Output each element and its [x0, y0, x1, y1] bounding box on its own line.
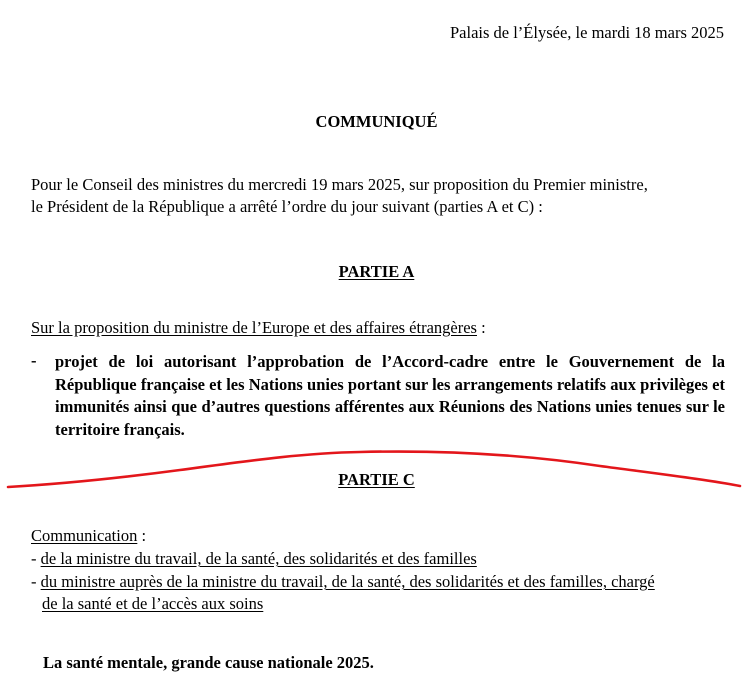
closing-statement: La santé mentale, grande cause nationale 2025.	[43, 653, 374, 672]
document-title: COMMUNIQUÉ	[315, 112, 438, 131]
item-2-text-line-1: du ministre auprès de la ministre du travail, de la santé, des solidarités et des familles, chargé	[40, 572, 655, 591]
communication-suffix: :	[137, 526, 147, 545]
communication-item-2	[31, 572, 655, 592]
bullet-text: projet de loi autorisant l’approbation de l’Accord-cadre entre le Gouvernement de la République française et les Nations unies portant sur les arrangements relatifs aux privilèges et immunités ainsi que d’autres questions afférentes aux Réunions des Nations unies tenues sur le territoire français.	[55, 352, 725, 439]
item-2-dash: -	[31, 572, 41, 591]
partie-a-bullet-item	[31, 351, 725, 441]
partie-c-heading-text: PARTIE C	[338, 470, 415, 489]
intro-line-2: le Président de la République a arrêté l’ordre du jour suivant (parties A et C) :	[31, 197, 543, 216]
proposition-suffix: :	[476, 318, 486, 337]
proposition-label: Sur la proposition du ministre de l’Europe et des affaires étrangères	[31, 318, 477, 337]
partie-a-heading-text: PARTIE A	[338, 262, 415, 281]
item-2-text-line-2: de la santé et de l’accès aux soins	[42, 594, 264, 613]
communication-label: Communication	[31, 526, 138, 545]
communication-item-1	[31, 549, 477, 569]
intro-line-1: Pour le Conseil des ministres du mercredi 19 mars 2025, sur proposition du Premier ministre,	[31, 175, 648, 194]
bullet-dash: -	[31, 351, 37, 370]
item-1-text: de la ministre du travail, de la santé, des solidarités et des familles	[40, 549, 477, 568]
dateline: Palais de l’Élysée, le mardi 18 mars 2025	[449, 23, 724, 42]
partie-c-heading	[0, 470, 753, 490]
communication-item-2-continued	[42, 594, 263, 614]
communication-line	[31, 526, 146, 546]
partie-a-proposition	[31, 318, 486, 338]
partie-a-heading	[0, 262, 753, 282]
item-1-dash: -	[31, 549, 41, 568]
